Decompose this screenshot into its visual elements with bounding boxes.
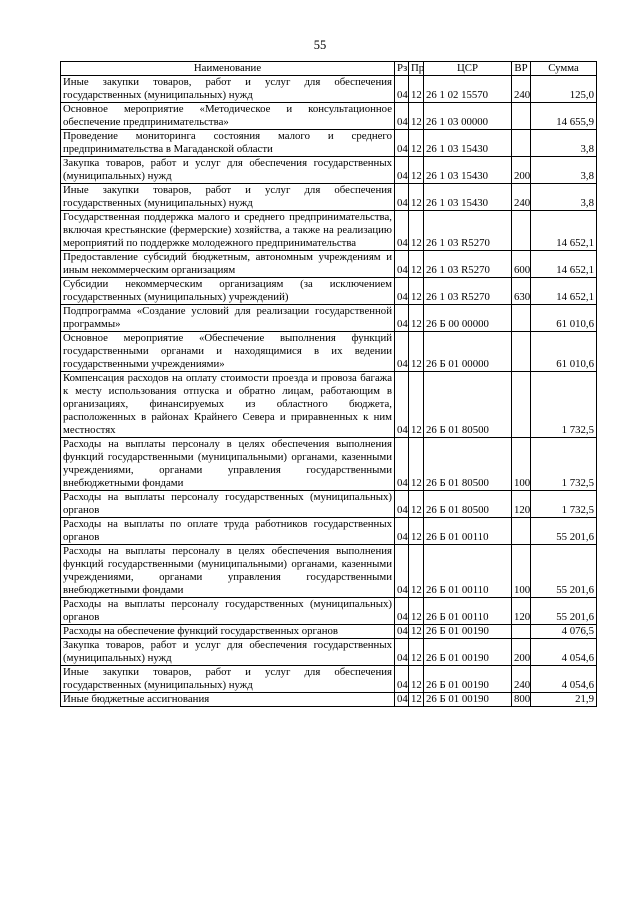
row-sum: 14 655,9 [531,103,597,130]
table-row [61,625,597,639]
row-name: Расходы на выплаты персоналу в целях обеспечения выполнения функций государственными (муниципальными) органами, казенными учреждениями, органами управления государственными внебюджетными фондами [61,545,395,598]
header-name: Наименование [61,62,395,76]
row-sum: 1 732,5 [531,438,597,491]
row-rz: 04 [395,251,409,278]
row-csr: 26 Б 01 80500 [424,438,512,491]
row-name: Иные закупки товаров, работ и услуг для обеспечения государственных (муниципальных) нужд [61,184,395,211]
row-sum: 21,9 [531,693,597,707]
row-pr: 12 [409,278,424,305]
row-csr: 26 Б 01 00110 [424,545,512,598]
row-name: Иные закупки товаров, работ и услуг для обеспечения государственных (муниципальных) нужд [61,76,395,103]
row-pr: 12 [409,103,424,130]
row-name: Расходы на выплаты по оплате труда работников государственных органов [61,518,395,545]
row-rz: 04 [395,130,409,157]
row-rz: 04 [395,545,409,598]
row-csr: 26 1 03 15430 [424,184,512,211]
row-sum: 61 010,6 [531,332,597,372]
row-vr [512,372,531,438]
row-rz: 04 [395,278,409,305]
header-rz: Рз [395,62,409,76]
row-pr: 12 [409,372,424,438]
header-row [61,62,597,76]
row-sum: 3,8 [531,184,597,211]
row-sum: 3,8 [531,157,597,184]
row-name: Основное мероприятие «Методическое и консультационное обеспечение предпринимательства» [61,103,395,130]
table-row [61,666,597,693]
row-pr: 12 [409,130,424,157]
row-rz: 04 [395,491,409,518]
row-vr: 600 [512,251,531,278]
table-row [61,251,597,278]
table-header [61,62,597,76]
row-vr [512,211,531,251]
row-sum: 4 054,6 [531,639,597,666]
row-sum: 14 652,1 [531,278,597,305]
row-name: Расходы на выплаты персоналу в целях обеспечения выполнения функций государственными (муниципальными) органами, казенными учреждениями, органами управления государственными внебюджетными фондами [61,438,395,491]
row-name: Иные закупки товаров, работ и услуг для обеспечения государственных (муниципальных) нужд [61,666,395,693]
row-csr: 26 Б 01 00000 [424,332,512,372]
row-sum: 14 652,1 [531,251,597,278]
row-rz: 04 [395,103,409,130]
row-vr [512,332,531,372]
row-sum: 61 010,6 [531,305,597,332]
row-vr [512,305,531,332]
row-name: Государственная поддержка малого и среднего предпринимательства, включая крестьянские (фермерские) хозяйства, а также на реализацию мероприятий по поддержке молодежного предпринимательства [61,211,395,251]
row-csr: 26 Б 01 00190 [424,625,512,639]
table-row [61,76,597,103]
row-sum: 55 201,6 [531,545,597,598]
row-vr [512,625,531,639]
table-row [61,278,597,305]
table-row [61,157,597,184]
row-pr: 12 [409,639,424,666]
row-pr: 12 [409,491,424,518]
row-vr: 100 [512,545,531,598]
row-pr: 12 [409,518,424,545]
row-rz: 04 [395,438,409,491]
budget-table [60,61,597,707]
row-pr: 12 [409,693,424,707]
table-row [61,518,597,545]
row-pr: 12 [409,438,424,491]
row-csr: 26 Б 00 00000 [424,305,512,332]
table-row [61,545,597,598]
row-rz: 04 [395,157,409,184]
row-csr: 26 Б 01 80500 [424,491,512,518]
row-name: Субсидии некоммерческим организациям (за исключением государственных (муниципальных) учреждений) [61,278,395,305]
row-vr [512,518,531,545]
page-number: 55 [313,38,327,52]
row-csr: 26 1 03 R5270 [424,278,512,305]
table-body [61,76,597,707]
row-sum: 1 732,5 [531,372,597,438]
row-rz: 04 [395,693,409,707]
row-rz: 04 [395,372,409,438]
table-row [61,491,597,518]
row-vr: 240 [512,666,531,693]
table-row [61,598,597,625]
row-rz: 04 [395,305,409,332]
row-vr: 120 [512,598,531,625]
row-sum: 4 054,6 [531,666,597,693]
header-sum: Сумма [531,62,597,76]
row-name: Подпрограмма «Создание условий для реализации государственной программы» [61,305,395,332]
row-sum: 55 201,6 [531,518,597,545]
row-csr: 26 Б 01 00110 [424,598,512,625]
row-csr: 26 Б 01 00110 [424,518,512,545]
row-csr: 26 Б 01 80500 [424,372,512,438]
row-vr: 630 [512,278,531,305]
row-rz: 04 [395,184,409,211]
row-name: Закупка товаров, работ и услуг для обеспечения государственных (муниципальных) нужд [61,157,395,184]
row-csr: 26 1 03 00000 [424,103,512,130]
row-sum: 14 652,1 [531,211,597,251]
row-vr: 120 [512,491,531,518]
row-name: Расходы на выплаты персоналу государственных (муниципальных) органов [61,491,395,518]
row-name: Проведение мониторинга состояния малого и среднего предпринимательства в Магаданской области [61,130,395,157]
row-csr: 26 Б 01 00190 [424,693,512,707]
row-pr: 12 [409,305,424,332]
table-row [61,693,597,707]
table-row [61,130,597,157]
row-pr: 12 [409,332,424,372]
row-vr: 240 [512,76,531,103]
table-row [61,103,597,130]
row-pr: 12 [409,598,424,625]
row-pr: 12 [409,76,424,103]
table-row [61,332,597,372]
row-vr [512,130,531,157]
row-sum: 4 076,5 [531,625,597,639]
table-row [61,438,597,491]
header-csr: ЦСР [424,62,512,76]
row-csr: 26 1 03 R5270 [424,251,512,278]
row-rz: 04 [395,666,409,693]
row-pr: 12 [409,184,424,211]
row-name: Расходы на выплаты персоналу государственных (муниципальных) органов [61,598,395,625]
row-pr: 12 [409,157,424,184]
row-csr: 26 Б 01 00190 [424,666,512,693]
row-rz: 04 [395,332,409,372]
row-csr: 26 1 03 15430 [424,157,512,184]
row-name: Закупка товаров, работ и услуг для обеспечения государственных (муниципальных) нужд [61,639,395,666]
row-csr: 26 Б 01 00190 [424,639,512,666]
table-row [61,372,597,438]
row-name: Компенсация расходов на оплату стоимости проезда и провоза багажа к месту использования отпуска и обратно лицам, работающим в организациях, финансируемых из областного бюджета, расположенных в районах Крайнего Севера и приравненных к ним местностях [61,372,395,438]
row-csr: 26 1 02 15570 [424,76,512,103]
table-row [61,639,597,666]
row-csr: 26 1 03 R5270 [424,211,512,251]
row-name: Расходы на обеспечение функций государственных органов [61,625,395,639]
row-name: Предоставление субсидий бюджетным, автономным учреждениям и иным некоммерческим организациям [61,251,395,278]
row-vr: 200 [512,639,531,666]
row-pr: 12 [409,666,424,693]
row-sum: 125,0 [531,76,597,103]
row-rz: 04 [395,639,409,666]
row-pr: 12 [409,251,424,278]
row-rz: 04 [395,76,409,103]
row-vr: 240 [512,184,531,211]
table-row [61,184,597,211]
row-pr: 12 [409,545,424,598]
table-row [61,305,597,332]
row-sum: 55 201,6 [531,598,597,625]
row-pr: 12 [409,211,424,251]
row-rz: 04 [395,625,409,639]
header-pr: Пр [409,62,424,76]
row-vr [512,103,531,130]
row-vr: 100 [512,438,531,491]
row-pr: 12 [409,625,424,639]
row-name: Иные бюджетные ассигнования [61,693,395,707]
row-vr: 800 [512,693,531,707]
row-sum: 3,8 [531,130,597,157]
row-sum: 1 732,5 [531,491,597,518]
row-rz: 04 [395,211,409,251]
row-rz: 04 [395,598,409,625]
row-vr: 200 [512,157,531,184]
row-name: Основное мероприятие «Обеспечение выполнения функций государственными органами и находящимися в их ведении государственными учреждениями» [61,332,395,372]
row-csr: 26 1 03 15430 [424,130,512,157]
header-vr: ВР [512,62,531,76]
row-rz: 04 [395,518,409,545]
table-row [61,211,597,251]
